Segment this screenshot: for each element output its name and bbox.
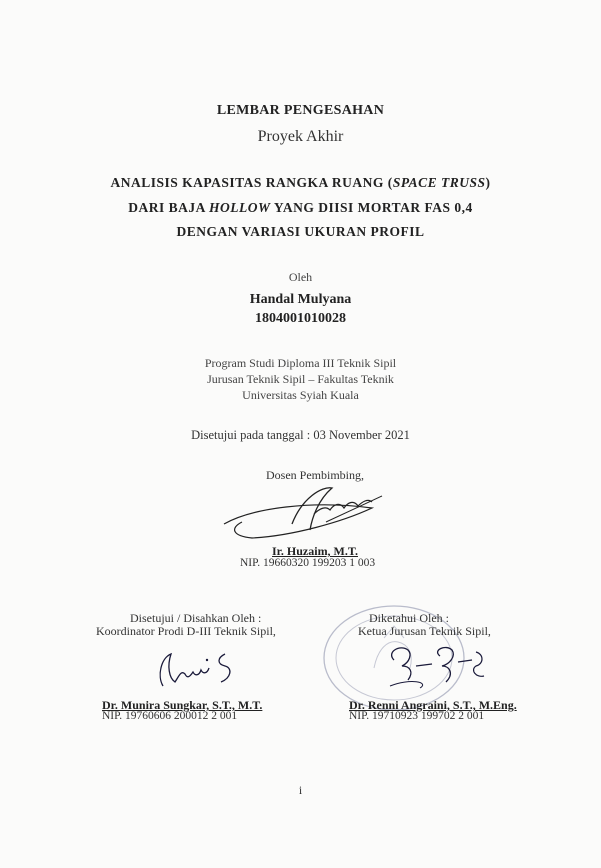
coordinator-signature	[145, 648, 245, 690]
supervisor-label: Dosen Pembimbing,	[266, 468, 364, 482]
coordinator-approval-label: Disetujui / Disahkan Oleh :	[130, 611, 262, 625]
university-name: Universitas Syiah Kuala	[242, 388, 359, 402]
head-approval-label: Diketahui Oleh :	[369, 611, 449, 625]
thesis-title-line-1: ANALISIS KAPASITAS RANGKA RUANG (SPACE TRUSS)	[110, 175, 491, 190]
head-signature	[380, 642, 490, 690]
supervisor-signature	[222, 478, 392, 548]
supervisor-name: Ir. Huzaim, M.T.	[272, 544, 358, 558]
page-title: LEMBAR PENGESAHAN	[216, 103, 385, 118]
department-name: Jurusan Teknik Sipil – Fakultas Teknik	[207, 372, 394, 386]
coordinator-name: Dr. Munira Sungkar, S.T., M.T.	[102, 698, 263, 712]
supervisor-nip: NIP. 19660320 199203 1 003	[240, 557, 376, 569]
head-role: Ketua Jurusan Teknik Sipil,	[358, 624, 491, 638]
coordinator-nip: NIP. 19760606 200012 2 001	[102, 710, 238, 722]
page-number: i	[298, 783, 303, 797]
page-subtitle: Proyek Akhir	[257, 128, 344, 145]
head-nip: NIP. 19710923 199702 2 001	[349, 710, 485, 722]
program-name: Program Studi Diploma III Teknik Sipil	[204, 356, 397, 370]
by-label: Oleh	[288, 270, 313, 284]
thesis-title-line-2: DARI BAJA HOLLOW YANG DIISI MORTAR FAS 0,4	[128, 200, 473, 215]
head-name: Dr. Renni Angraini, S.T., M.Eng.	[349, 698, 517, 712]
coordinator-role: Koordinator Prodi D-III Teknik Sipil,	[96, 624, 276, 638]
author-nim: 1804001010028	[255, 311, 346, 326]
author-name: Handal Mulyana	[249, 292, 352, 307]
approval-date: Disetujui pada tanggal : 03 November 2021	[191, 428, 410, 442]
thesis-title-line-3: DENGAN VARIASI UKURAN PROFIL	[176, 224, 425, 239]
